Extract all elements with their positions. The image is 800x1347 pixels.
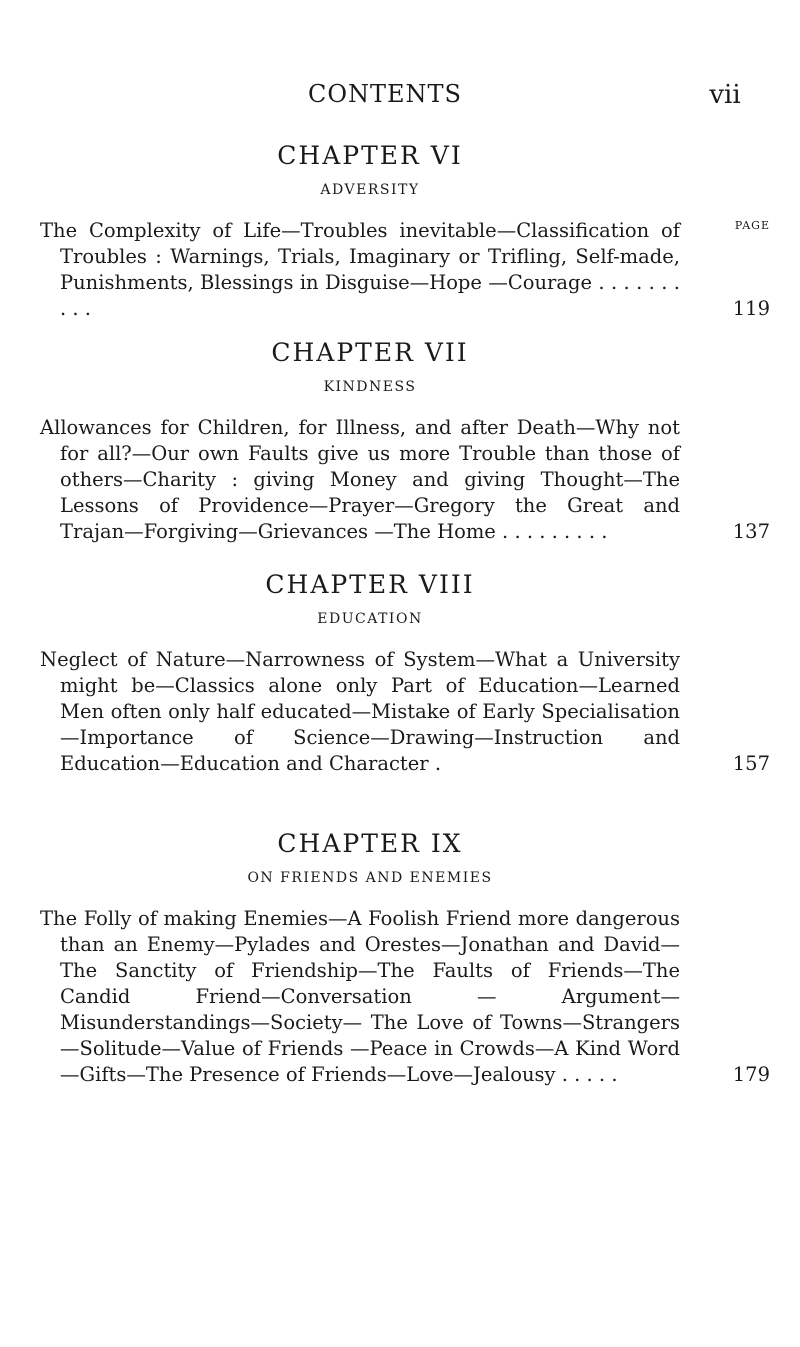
chapter-synopsis: The Folly of making Enemies—A Foolish Friend more dangerous than an Enemy—Pylades and Orestes—Jonathan and David—The Sanctity of Friendship—The Faults of Friends—The Candid Friend—Conversation — Argument—Misunderstandings—Society— The Love of Towns—Strangers—Solitude—Value of Friends —Peace in Crowds—A Kind Word—Gifts—The Presence of Friends—Love—Jealousy . . . . .	[40, 907, 680, 1086]
chapter-synopsis: Neglect of Nature—Narrowness of System—What a University might be—Classics alone only Part of Education—Learned Men often only half educated—Mistake of Early Specialisation—Importance of Science—Drawing—Instruction and Education—Education and Character .	[40, 648, 680, 775]
chapter-subject: ADVERSITY	[320, 182, 420, 198]
chapter-contents-entry	[40, 415, 780, 545]
chapter-page-number: 179	[732, 1063, 770, 1086]
chapter-heading: CHAPTER VI	[277, 141, 463, 170]
chapter-subject: EDUCATION	[317, 611, 423, 627]
page-column-label: PAGE	[734, 219, 770, 232]
chapter-synopsis: The Complexity of Life—Troubles inevitable—Classification of Troubles : Warnings, Trials, Imaginary or Trifling, Self-made, Punishments, Blessings in Disguise—Hope —Courage . . . . . . . . . .	[40, 219, 680, 320]
chapter-page-number: 119	[732, 297, 770, 320]
chapter-subject: ON FRIENDS AND ENEMIES	[247, 870, 493, 886]
chapter-page-number: 157	[732, 752, 770, 775]
chapter-heading: CHAPTER VII	[271, 338, 469, 367]
running-title: CONTENTS	[307, 80, 462, 108]
page-number: vii	[709, 80, 741, 110]
chapter-viii	[40, 570, 780, 777]
chapter-vii	[40, 338, 780, 545]
chapter-contents-entry	[40, 647, 780, 777]
chapter-vi	[40, 141, 780, 322]
running-head	[0, 80, 800, 120]
chapter-heading: CHAPTER VIII	[265, 570, 475, 599]
chapter-heading: CHAPTER IX	[277, 829, 463, 858]
chapter-contents-entry	[40, 218, 780, 322]
chapter-subject: KINDNESS	[323, 379, 417, 395]
chapter-page-number: 137	[732, 520, 770, 543]
chapter-ix	[40, 829, 780, 1088]
chapter-contents-entry	[40, 906, 780, 1088]
chapter-synopsis: Allowances for Children, for Illness, and after Death—Why not for all?—Our own Faults give us more Trouble than those of others—Charity : giving Money and giving Thought—The Lessons of Providence—Prayer—Gregory the Great and Trajan—Forgiving—Grievances —The Home . . . . . . . . .	[40, 416, 680, 543]
